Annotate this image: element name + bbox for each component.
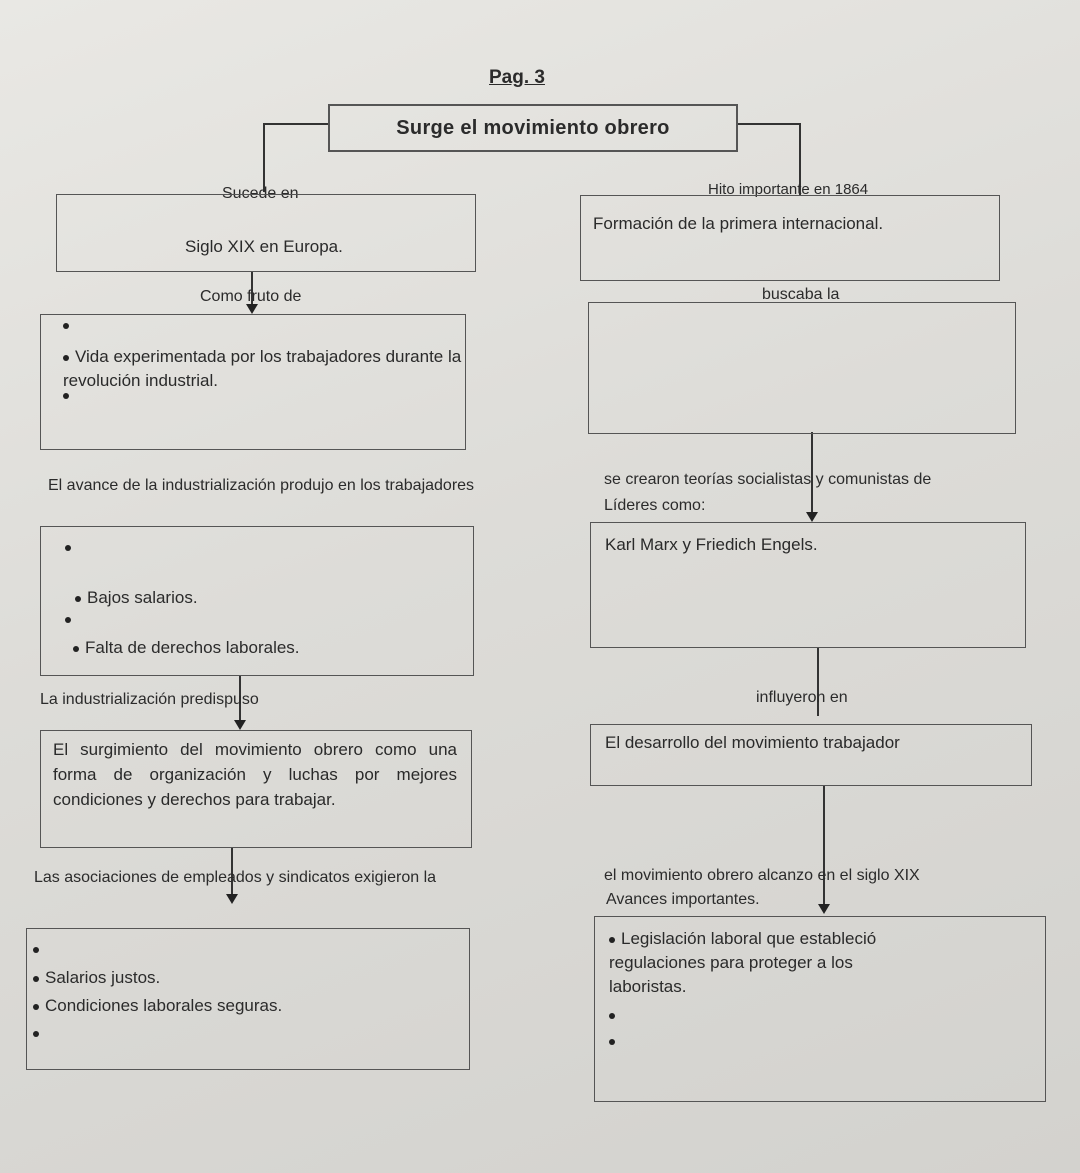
right-box-2 bbox=[588, 302, 1016, 434]
right-connector-2: buscaba la bbox=[762, 286, 840, 303]
left-box-3 bbox=[40, 526, 474, 676]
right-box-3-text: Karl Marx y Friedich Engels. bbox=[605, 535, 818, 554]
left-box-5 bbox=[26, 928, 470, 1070]
right-connector-3-line-1: se crearon teorías socialistas y comunistas de bbox=[604, 471, 932, 488]
left-box-4-text: El surgimiento del movimiento obrero como una forma de organización y luchas por mejores condiciones y derechos para trabajar. bbox=[53, 740, 457, 809]
left-connector-1: Sucede en bbox=[222, 185, 299, 202]
left-box-5-bullet-empty-1 bbox=[33, 947, 39, 953]
left-box-2 bbox=[40, 314, 466, 450]
right-connector-4: influyeron en bbox=[756, 689, 848, 706]
right-box-5-bullet-1: Legislación laboral que estableció regulaciones para proteger a los laboristas. bbox=[609, 929, 877, 996]
left-box-5-bullet-2: Salarios justos. bbox=[33, 967, 160, 989]
left-connector-2: Como fruto de bbox=[200, 288, 302, 305]
left-box-3-bullet-2: Bajos salarios. bbox=[75, 587, 198, 609]
right-connector-3-line-2: Líderes como: bbox=[604, 497, 706, 514]
left-box-2-bullet-empty-3 bbox=[63, 393, 69, 399]
left-connector-5: Las asociaciones de empleados y sindicatos exigieron la bbox=[34, 869, 437, 886]
right-box-3 bbox=[590, 522, 1026, 648]
right-connector-5-line-1: el movimiento obrero alcanzo en el siglo XIX bbox=[604, 867, 920, 884]
left-box-5-bullet-3: Condiciones laborales seguras. bbox=[33, 995, 282, 1017]
right-connector-5-line-2: Avances importantes. bbox=[606, 891, 760, 908]
left-box-3-bullet-empty-3 bbox=[65, 617, 71, 623]
left-connector-3: El avance de la industrialización produjo en los trabajadores bbox=[48, 477, 475, 494]
left-box-3-bullet-4: Falta de derechos laborales. bbox=[73, 637, 300, 659]
right-box-1-text: Formación de la primera internacional. bbox=[593, 214, 884, 233]
right-connector-1: Hito importante en 1864 bbox=[708, 181, 869, 198]
right-box-4-text: El desarrollo del movimiento trabajador bbox=[605, 733, 900, 752]
right-box-1 bbox=[580, 195, 1000, 281]
title-box bbox=[328, 104, 738, 152]
right-box-5-bullet-empty-3 bbox=[609, 1039, 615, 1045]
right-box-4 bbox=[590, 724, 1032, 786]
right-box-5 bbox=[594, 916, 1046, 1102]
left-connector-4: La industrialización predispuso bbox=[40, 691, 259, 708]
page-label: Pag. 3 bbox=[489, 67, 545, 88]
left-box-5-bullet-empty-4 bbox=[33, 1031, 39, 1037]
left-box-3-bullet-empty-1 bbox=[65, 545, 71, 551]
left-box-4 bbox=[40, 730, 472, 848]
left-box-1-text: Siglo XIX en Europa. bbox=[185, 237, 343, 256]
right-box-5-bullet-empty-2 bbox=[609, 1013, 615, 1019]
left-box-2-bullet-2: Vida experimentada por los trabajadores durante la revolución industrial. bbox=[63, 347, 462, 390]
left-box-2-bullet-empty-1 bbox=[63, 323, 69, 329]
left-box-1 bbox=[56, 194, 476, 272]
title: Surge el movimiento obrero bbox=[396, 117, 670, 139]
